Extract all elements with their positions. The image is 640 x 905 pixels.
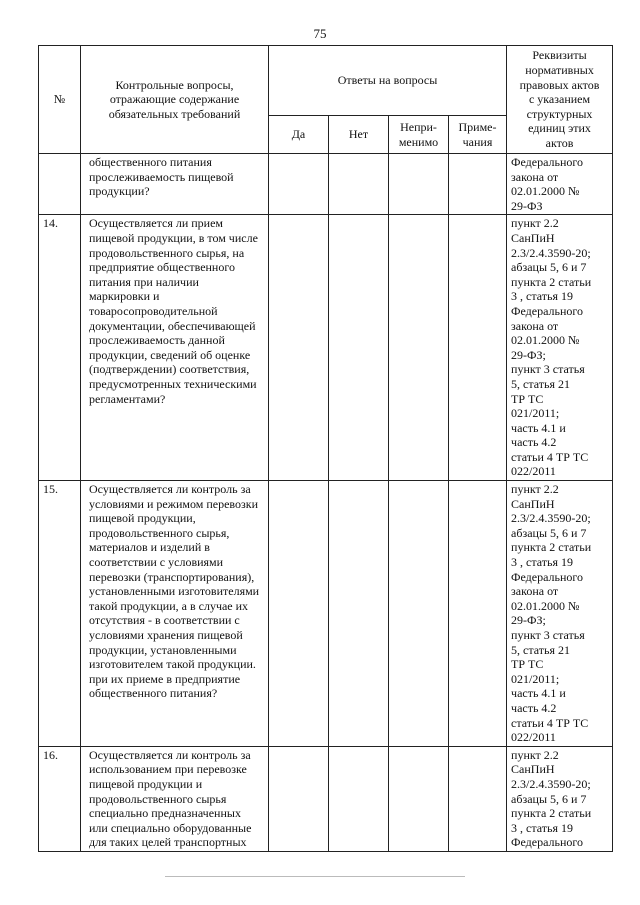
question-text: Осуществляется ли контроль за использованием при перевозке пищевой продукции и продовольственного сырья специально предназначенных или специально оборудованные для таких целей транспортных — [81, 746, 269, 851]
answer-not-applicable-cell[interactable] — [389, 154, 449, 215]
header-answers: Ответы на вопросы — [269, 46, 507, 116]
header-not-applicable: Непри- менимо — [389, 116, 449, 154]
answer-note-cell[interactable] — [449, 154, 507, 215]
answer-yes-cell[interactable] — [269, 154, 329, 215]
requisites-text: Федерального закона от 02.01.2000 № 29-ФЗ — [507, 154, 613, 215]
row-number: 15. — [39, 481, 81, 747]
header-yes: Да — [269, 116, 329, 154]
answer-no-cell[interactable] — [329, 215, 389, 481]
answer-note-cell[interactable] — [449, 746, 507, 851]
header-requisites: Реквизиты нормативных правовых актов с указанием структурных единиц этих актов — [507, 46, 613, 154]
table-row — [39, 154, 613, 215]
answer-not-applicable-cell[interactable] — [389, 215, 449, 481]
answer-no-cell[interactable] — [329, 746, 389, 851]
question-text: общественного питания прослеживаемость пищевой продукции? — [81, 154, 269, 215]
header-question: Контрольные вопросы, отражающие содержание обязательных требований — [81, 46, 269, 154]
answer-note-cell[interactable] — [449, 481, 507, 747]
requirements-table — [38, 45, 613, 852]
table-row — [39, 215, 613, 481]
answer-yes-cell[interactable] — [269, 746, 329, 851]
header-num: № — [39, 46, 81, 154]
answer-not-applicable-cell[interactable] — [389, 481, 449, 747]
table-row — [39, 481, 613, 747]
row-number — [39, 154, 81, 215]
answer-not-applicable-cell[interactable] — [389, 746, 449, 851]
header-note: Приме- чания — [449, 116, 507, 154]
answer-no-cell[interactable] — [329, 154, 389, 215]
table-row — [39, 746, 613, 851]
answer-no-cell[interactable] — [329, 481, 389, 747]
row-number: 16. — [39, 746, 81, 851]
question-text: Осуществляется ли контроль за условиями и режимом перевозки пищевой продукции, продовольственного сырья, материалов и изделий в соответствии с условиями перевозки (транспортирования), установленными изготовителями такой продукции, а в случае их отсутствия - в соответствии с условиями хранения пищевой продукции, установленными изготовителем такой продукции. при их приеме в предприятие общественного питания? — [81, 481, 269, 747]
requisites-text: пункт 2.2 СанПиН 2.3/2.4.3590-20; абзацы 5, 6 и 7 пункта 2 статьи 3 , статья 19 Федерального закона от 02.01.2000 № 29-ФЗ; пункт 3 статья 5, статья 21 ТР ТС 021/2011; часть 4.1 и часть 4.2 статьи 4 ТР ТС 022/2011 — [507, 481, 613, 747]
header-no: Нет — [329, 116, 389, 154]
requisites-text: пункт 2.2 СанПиН 2.3/2.4.3590-20; абзацы 5, 6 и 7 пункта 2 статьи 3 , статья 19 Федерального закона от 02.01.2000 № 29-ФЗ; пункт 3 статья 5, статья 21 ТР ТС 021/2011; часть 4.1 и часть 4.2 статьи 4 ТР ТС 022/2011 — [507, 215, 613, 481]
row-number: 14. — [39, 215, 81, 481]
requisites-text: пункт 2.2 СанПиН 2.3/2.4.3590-20; абзацы 5, 6 и 7 пункта 2 статьи 3 , статья 19 Федерального — [507, 746, 613, 851]
page-number: 75 — [313, 26, 327, 41]
answer-note-cell[interactable] — [449, 215, 507, 481]
answer-yes-cell[interactable] — [269, 215, 329, 481]
question-text: Осуществляется ли прием пищевой продукции, в том числе продовольственного сырья, на предприятие общественного питания при наличии маркировки и товаросопроводительной документации, обеспечивающей прослеживаемость данной продукции, сведений об оценке (подтверждении) соответствия, предусмотренных техническими регламентами? — [81, 215, 269, 481]
page-bottom-rule — [165, 876, 465, 877]
answer-yes-cell[interactable] — [269, 481, 329, 747]
